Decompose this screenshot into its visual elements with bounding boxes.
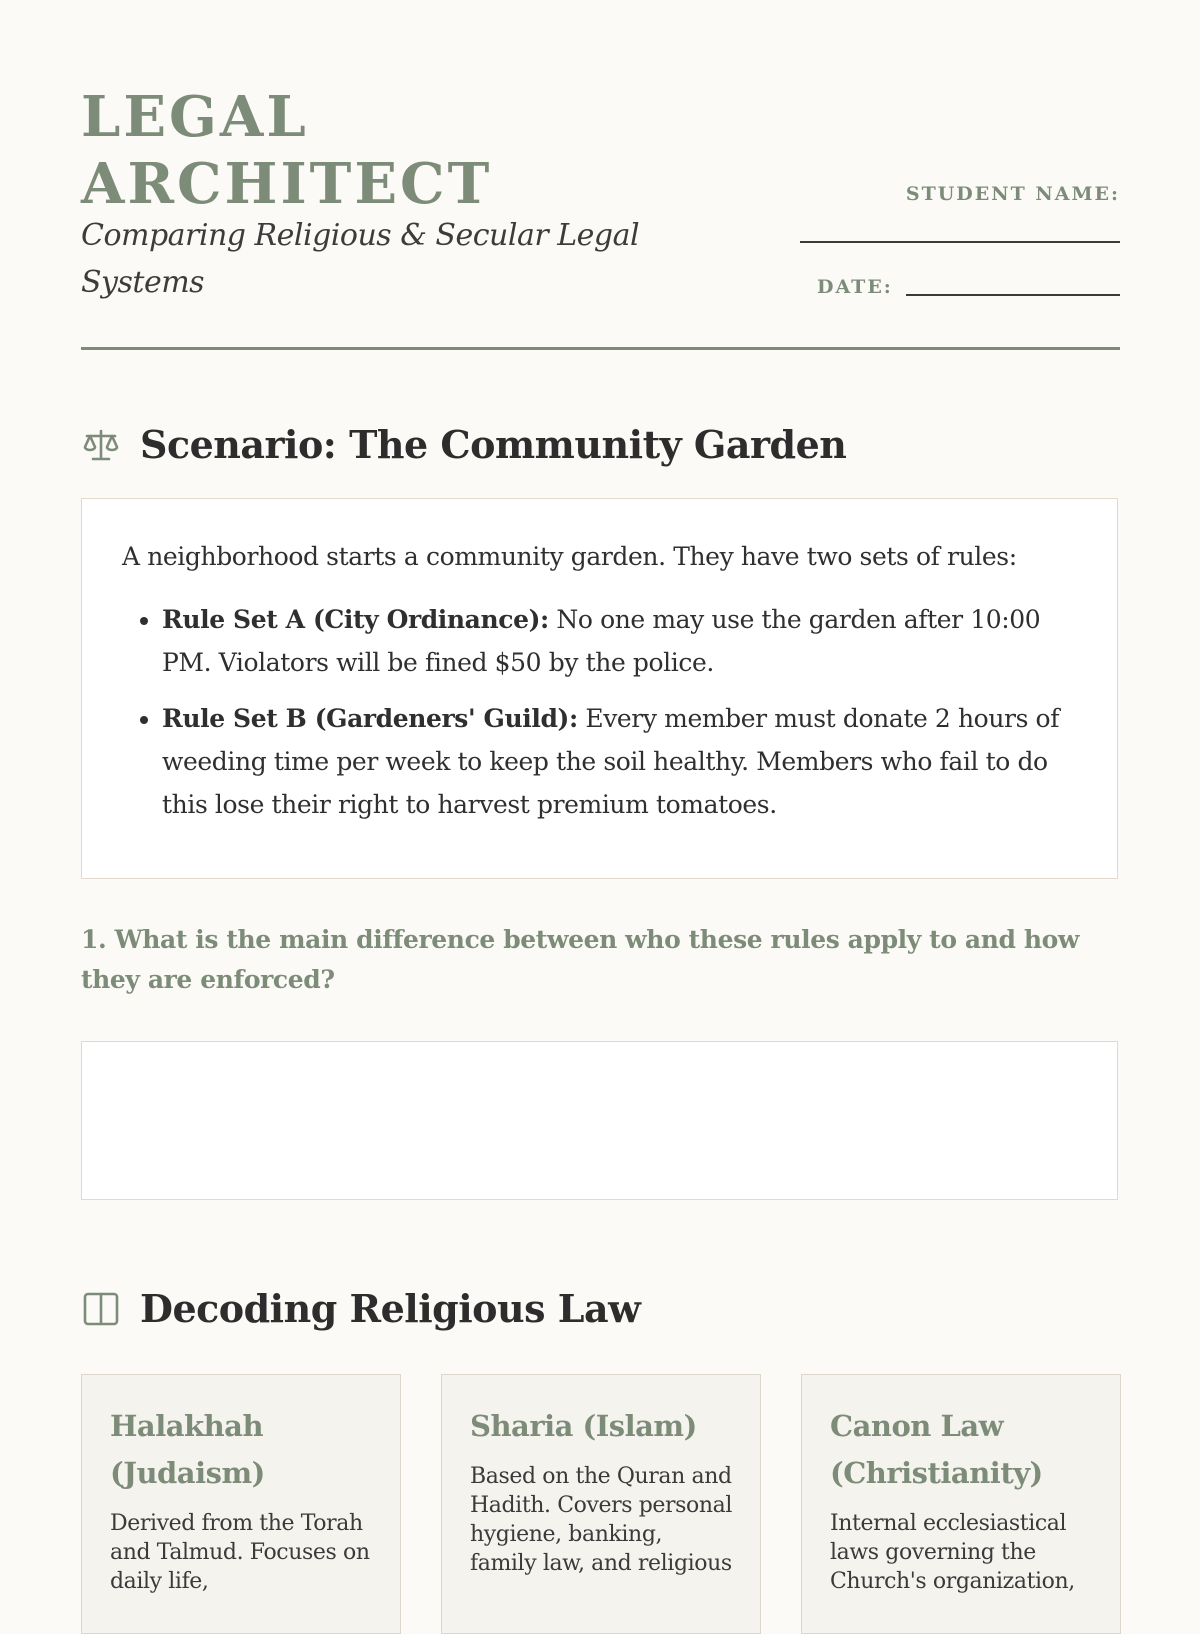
list-item [162,598,1077,684]
worksheet-subtitle: Comparing Religious & Secular Legal Systems [81,218,640,300]
rule-label: Rule Set A (City Ordinance): [162,605,549,634]
card-halakhah [81,1374,401,1634]
religious-law-section-header [81,1286,640,1331]
scenario-section-header [81,422,846,467]
card-canon-law [801,1374,1121,1634]
scenario-intro: A neighborhood starts a community garden. They have two sets of rules: [122,542,1017,571]
rule-text: No one may use the garden after 10:00 PM. Violators will be fined $50 by the police. [162,605,1041,677]
worksheet-title [81,84,641,218]
title-line-1: LEGAL [81,84,309,150]
worksheet-page [81,0,1120,1594]
card-text: Based on the Quran and Hadith. Covers personal hygiene, banking, family law, and religious [470,1464,733,1576]
answer-box-1[interactable] [81,1041,1118,1200]
rules-list [122,598,1077,826]
worksheet-header [81,0,1120,350]
card-title: Halakhah (Judaism) [110,1409,265,1490]
scales-icon [81,425,121,465]
card-sharia [441,1374,761,1634]
rule-label: Rule Set B (Gardeners' Guild): [162,704,578,733]
list-item [162,697,1077,826]
scenario-title: Scenario: The Community Garden [140,422,847,467]
title-line-2: ARCHITECT [81,151,493,217]
religious-law-title: Decoding Religious Law [140,1286,641,1331]
student-name-label: STUDENT NAME: [905,183,1120,205]
header-divider [81,347,1120,350]
card-text: Internal ecclesiastical laws governing the Church's organization, [830,1511,1075,1594]
date-field[interactable] [906,294,1120,296]
card-text: Derived from the Torah and Talmud. Focuses on daily life, [110,1511,370,1594]
card-title: Sharia (Islam) [470,1409,697,1443]
religious-law-cards [81,1374,1120,1634]
date-label: DATE: [817,276,893,298]
student-name-field[interactable] [800,241,1120,243]
question-1: 1. What is the main difference between who these rules apply to and how they are enforced? [81,925,1080,994]
rule-text: Every member must donate 2 hours of weeding time per week to keep the soil healthy. Members who fail to do this lose their right to harvest premium tomatoes. [162,704,1060,819]
card-title: Canon Law (Christianity) [830,1409,1043,1490]
scenario-box [81,498,1118,879]
book-icon [81,1289,121,1329]
